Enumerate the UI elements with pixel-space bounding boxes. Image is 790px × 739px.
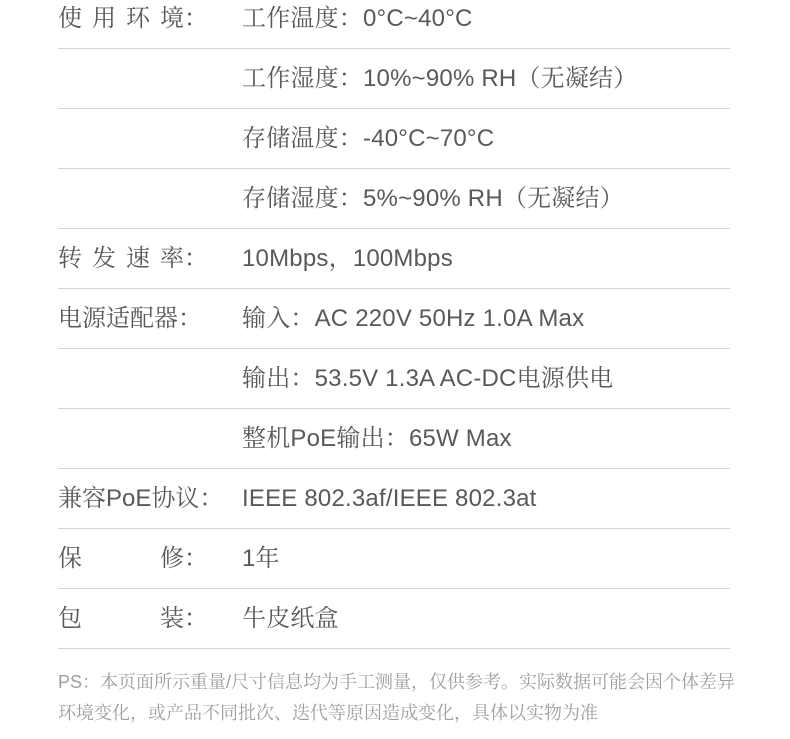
spec-value-poe-protocol: IEEE 802.3af/IEEE 802.3at (242, 484, 537, 512)
spec-row-warranty (58, 529, 730, 589)
spec-label-text: 电源适配器 (58, 304, 178, 332)
spec-value-forwarding-rate: 10Mbps，100Mbps (242, 244, 453, 272)
spec-row-working-temperature (58, 0, 730, 49)
spec-value-poe-output: 整机PoE输出：65W Max (242, 424, 512, 452)
spec-label-colon: ： (199, 484, 224, 512)
spec-label-colon: ： (184, 244, 208, 272)
footnote-line-1: PS：本页面所示重量/尺寸信息均为手工测量，仅供参考。实际数据可能会因个体差异 (58, 672, 736, 692)
spec-row-storage-humidity (58, 169, 730, 229)
spec-label-colon: ： (184, 544, 208, 572)
spec-label-colon: ： (184, 4, 208, 32)
spec-row-packaging (58, 589, 730, 649)
spec-label-usage-environment (58, 4, 242, 32)
footnote-line-2: 环境变化，或产品不同批次、迭代等原因造成变化，具体以实物为准 (58, 703, 598, 723)
spec-value-packaging: 牛皮纸盒 (242, 604, 339, 632)
spec-value-storage-humidity: 存储湿度：5%~90% RH（无凝结） (242, 184, 624, 212)
spec-label-text: 保修 (58, 544, 184, 572)
spec-label-text: 包装 (58, 604, 184, 632)
spec-label-poe-protocol (58, 484, 242, 512)
spec-label-colon: ： (178, 304, 202, 332)
spec-value-working-humidity: 工作湿度：10%~90% RH（无凝结） (242, 64, 638, 92)
spec-row-forwarding-rate (58, 229, 730, 289)
spec-label-power-adapter (58, 304, 242, 332)
spec-label-text: 转发速率 (58, 244, 184, 272)
spec-label-text: 兼容PoE协议 (58, 484, 200, 512)
spec-value-power-input: 输入：AC 220V 50Hz 1.0A Max (242, 304, 585, 332)
spec-label-text: 使用环境 (58, 4, 184, 32)
spec-row-poe-protocol (58, 469, 730, 529)
spec-row-poe-output (58, 409, 730, 469)
spec-label-forwarding-rate (58, 244, 242, 272)
spec-value-warranty: 1年 (242, 544, 280, 572)
spec-value-storage-temperature: 存储温度：-40°C~70°C (242, 124, 495, 152)
footnote (58, 667, 760, 729)
spec-value-working-temperature: 工作温度：0°C~40°C (242, 4, 473, 32)
spec-row-power-input (58, 289, 730, 349)
spec-label-warranty (58, 544, 242, 572)
spec-label-packaging (58, 604, 242, 632)
spec-row-storage-temperature (58, 109, 730, 169)
spec-row-power-output (58, 349, 730, 409)
spec-value-power-output: 输出：53.5V 1.3A AC-DC电源供电 (242, 364, 614, 392)
spec-row-working-humidity (58, 49, 730, 109)
spec-label-colon: ： (184, 604, 208, 632)
